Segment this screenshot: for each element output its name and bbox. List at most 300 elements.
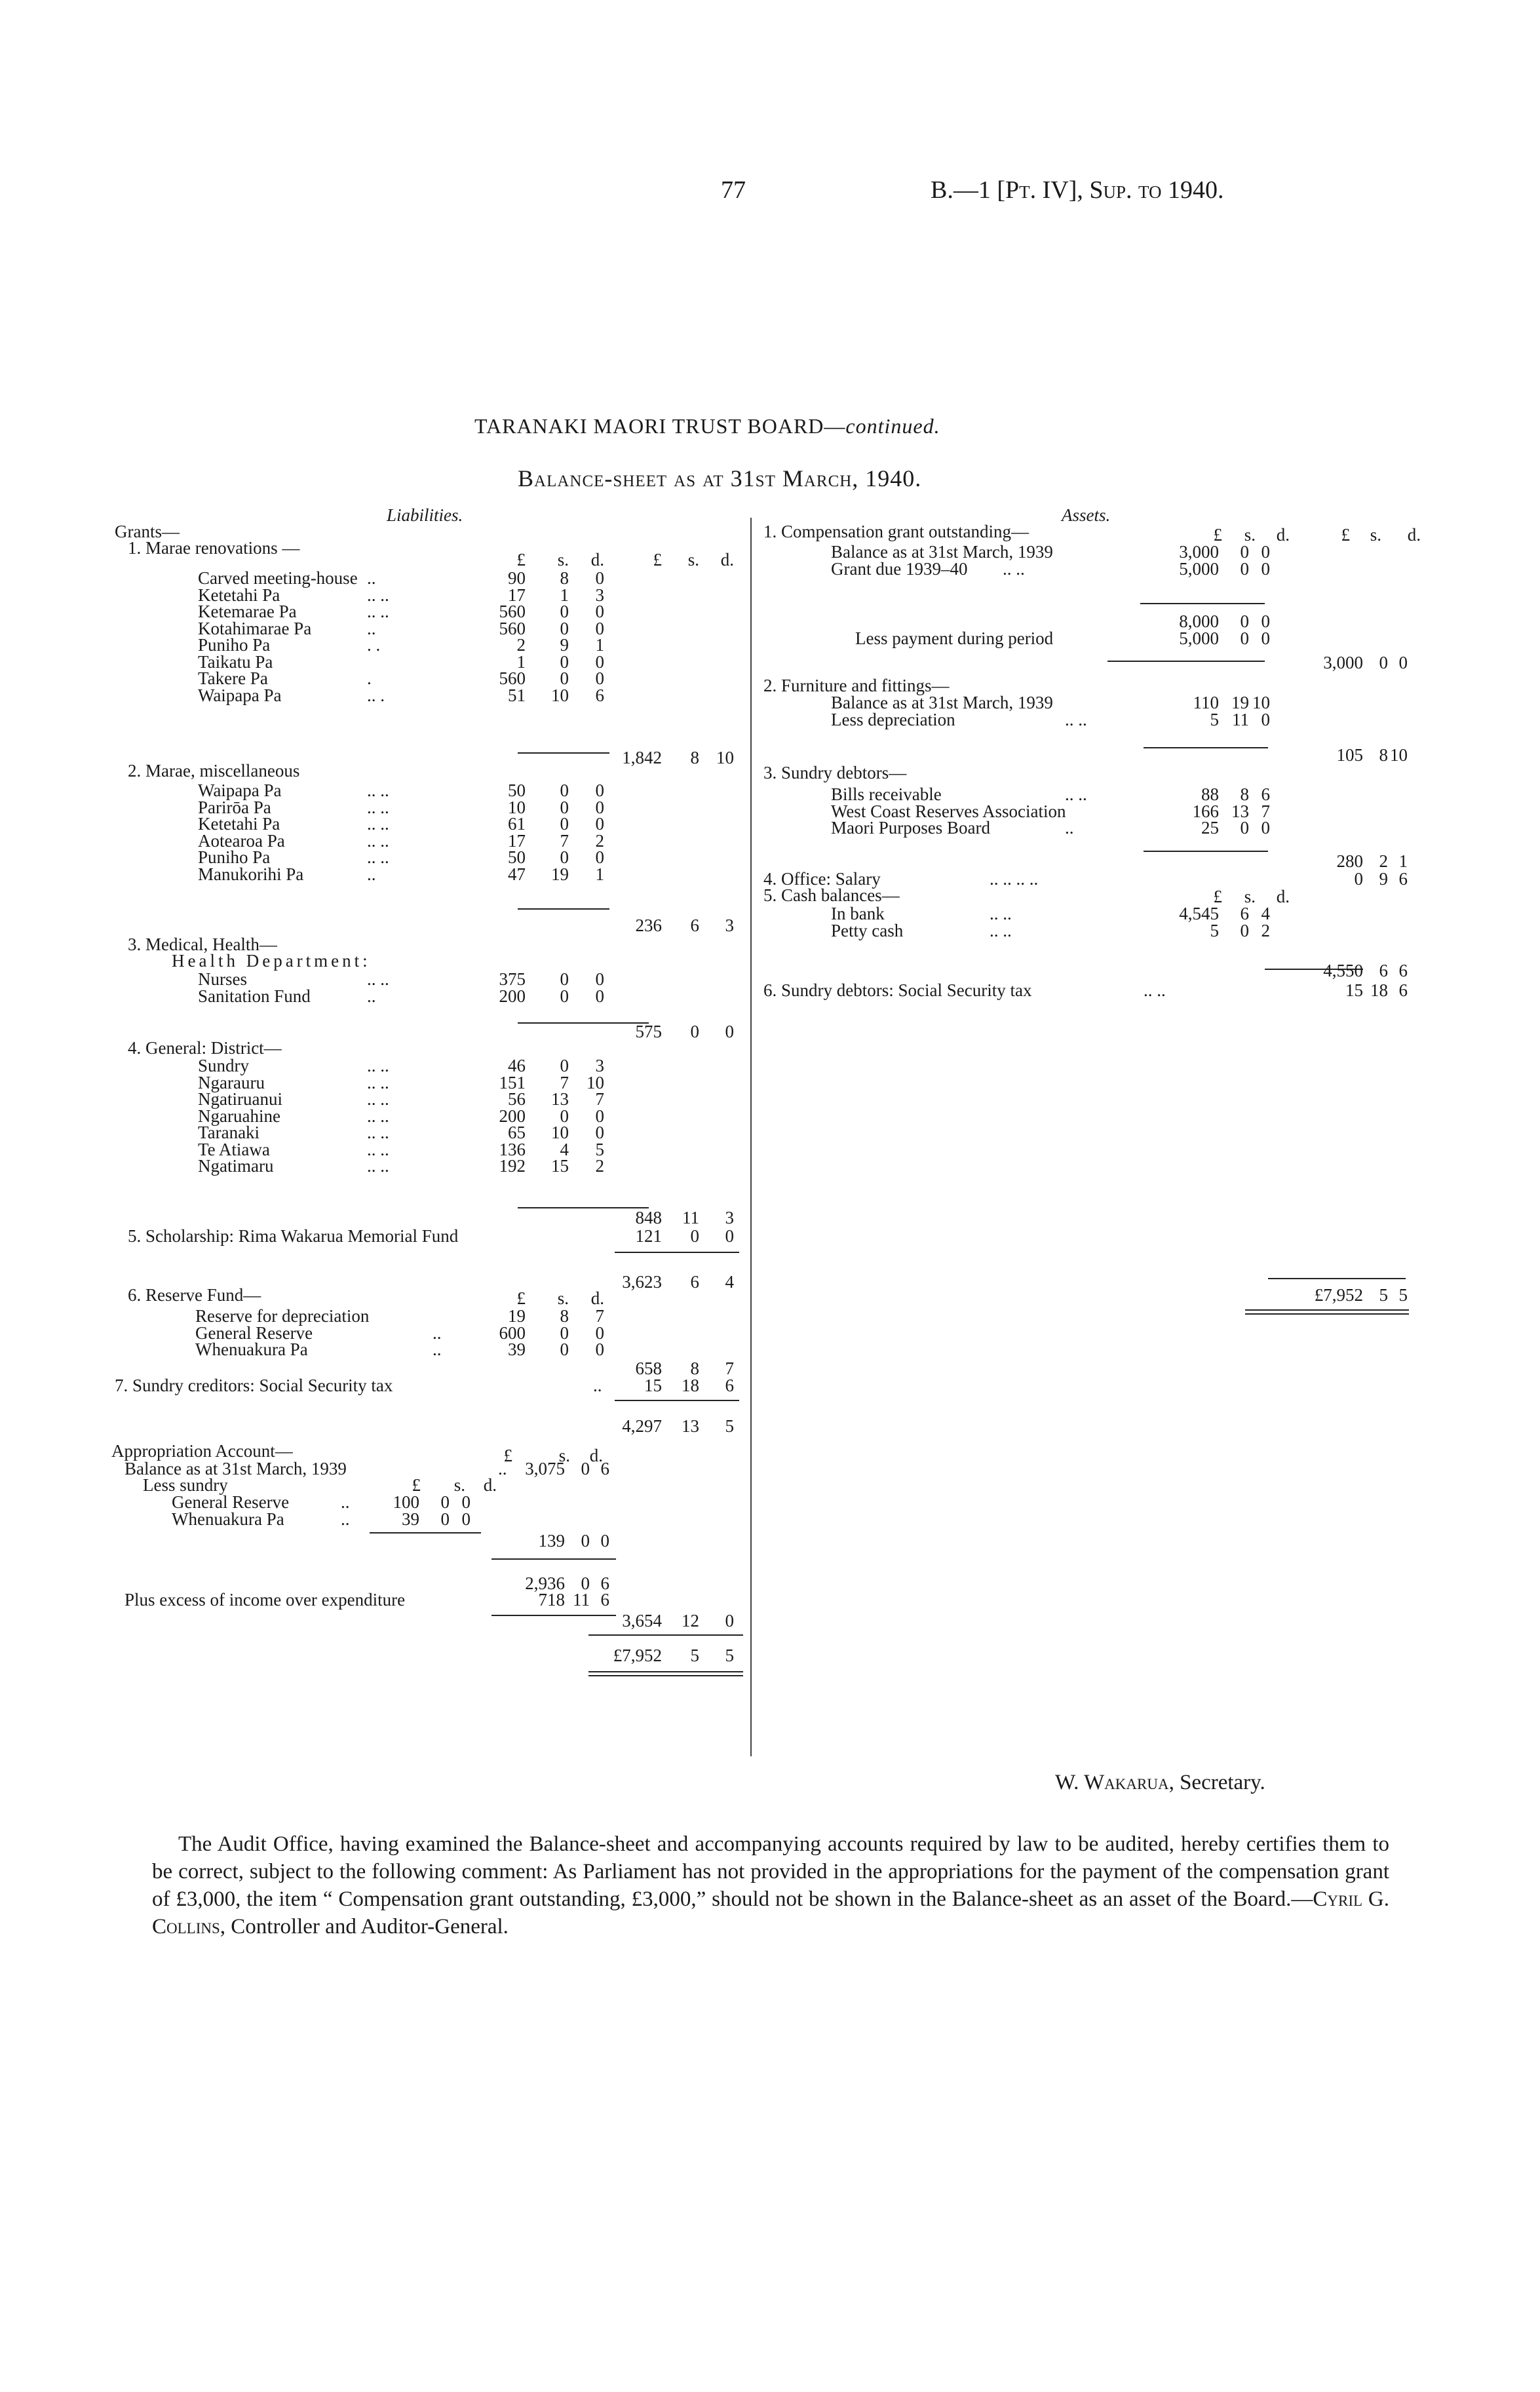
appropriation-total-pounds: 3,654	[622, 1611, 662, 1630]
line-item-pence: 7	[595, 1306, 604, 1326]
leader-dots: ..	[433, 1340, 442, 1359]
line-item-pounds: 61	[508, 814, 526, 834]
line-item-name: Takere Pa	[198, 668, 268, 688]
line-item-name: Parirōa Pa	[198, 797, 271, 817]
line-item-shillings: 0	[560, 986, 569, 1006]
line-item-pounds: 5	[1210, 709, 1219, 729]
total-rule	[588, 1634, 743, 1636]
total-rule	[491, 1558, 616, 1560]
total-rule	[1144, 851, 1268, 852]
line-item-name: Sundry	[198, 1056, 250, 1075]
signature-role: , Secretary.	[1168, 1771, 1265, 1794]
leader-dots: ..	[498, 1459, 507, 1478]
line-item-pence: 4	[1261, 904, 1270, 923]
total-rule	[518, 908, 609, 910]
balance-pounds: 3,075	[525, 1459, 565, 1478]
section-total-shillings: 8	[1379, 745, 1388, 765]
section-total-shillings: 0	[1379, 653, 1388, 672]
line-item-shillings: 10	[551, 685, 569, 705]
line-item-shillings: 19	[551, 864, 569, 884]
line-item-pounds: 47	[508, 864, 526, 884]
line-item-pence: 0	[595, 1106, 604, 1126]
line-item-name: Balance as at 31st March, 1939	[831, 693, 1053, 712]
line-item-name: Taikatu Pa	[198, 651, 273, 672]
office-salary-shillings: 9	[1379, 869, 1388, 889]
line-item-shillings: 6	[1240, 904, 1249, 923]
col-head-shillings: s.	[453, 1475, 465, 1495]
line-item-pence: 3	[595, 585, 604, 605]
col-head-pence-outer: d.	[720, 550, 734, 569]
line-item-shillings: 0	[560, 1106, 569, 1126]
line-item-shillings: 0	[560, 1340, 569, 1359]
line-item-shillings: 0	[560, 1056, 569, 1075]
line-item-pounds: 50	[508, 781, 526, 800]
total-rule	[1140, 603, 1265, 604]
line-item-shillings: 0	[560, 781, 569, 800]
less-total-pence: 0	[600, 1531, 609, 1551]
line-item-name: Grant due 1939–40	[831, 558, 968, 579]
appropriation-total-shillings: 12	[682, 1611, 699, 1630]
section-label: 6. Sundry debtors: Social Security tax	[763, 980, 1032, 1000]
line-item-shillings: 8	[1240, 784, 1249, 804]
leader-dots: .. ..	[367, 585, 389, 605]
excess-pounds: 718	[538, 1590, 565, 1610]
compensation-sum-shillings: 0	[1240, 611, 1249, 631]
line-item-pounds: 1	[516, 651, 526, 672]
col-head-pound: £	[1213, 887, 1222, 906]
line-item-name: Puniho Pa	[198, 847, 271, 867]
column-divider	[750, 518, 752, 1756]
leader-dots: ..	[341, 1509, 350, 1529]
section-label: Appropriation Account—	[111, 1441, 293, 1461]
leader-dots: ..	[367, 568, 376, 588]
line-item-pounds: 39	[402, 1509, 419, 1529]
line-item-name: Whenuakura Pa	[195, 1340, 308, 1359]
col-head-pence: d.	[483, 1475, 497, 1495]
ss-tax-shillings: 18	[1370, 980, 1388, 1000]
leader-dots: .. ..	[367, 781, 389, 800]
col-head-pence: d.	[590, 1288, 604, 1308]
section-label: 4. Office: Salary	[763, 869, 881, 889]
total-rule	[615, 1252, 739, 1253]
line-item-name: Maori Purposes Board	[831, 818, 990, 838]
section-total-pounds: 4,550	[1323, 961, 1363, 980]
line-item-name: Puniho Pa	[198, 635, 271, 655]
document-subtitle: Balance-sheet as at 31st March, 1940.	[518, 465, 922, 492]
col-head-shillings: s.	[1244, 887, 1256, 906]
leader-dots: .. ..	[367, 1156, 389, 1176]
line-item-pence: 2	[1261, 920, 1270, 940]
line-item-pence: 1	[595, 635, 604, 655]
line-item-pounds: 560	[499, 602, 526, 621]
col-head-pence: d.	[589, 1446, 603, 1465]
leader-dots: .. ..	[367, 969, 389, 989]
assets-heading: Assets.	[1062, 505, 1111, 525]
line-item-pence: 0	[595, 602, 604, 621]
section-label: 4. General: District—	[128, 1038, 282, 1058]
line-item-name: Ketetahi Pa	[198, 585, 280, 605]
grand-total-shillings: 5	[690, 1646, 699, 1665]
section-sublabel: Health Department:	[172, 951, 371, 971]
col-head-pound: £	[516, 550, 526, 569]
section-total-shillings: 8	[690, 748, 699, 767]
line-item-pounds: 25	[1201, 818, 1219, 838]
col-head-pound-outer: £	[1341, 525, 1350, 545]
line-item-name: Ngaruahine	[198, 1106, 280, 1126]
audit-text: The Audit Office, having examined the Balance-sheet and accompanying accounts required by law to be audited, hereby certifies them to be correct, subject to the following comment: As Parliament has not provided in the appropriations for the payment of the compensation grant of £3,000, the item “ Compensation grant outstanding, £3,000,” should not be shown in the Balance-sheet as an asset of the Board.—	[152, 1832, 1389, 1911]
line-item-pence: 10	[1252, 693, 1270, 712]
line-item-name: Manukorihi Pa	[198, 864, 304, 884]
section-label: 1. Marae renovations —	[128, 538, 300, 558]
section-label: 1. Compensation grant outstanding—	[763, 522, 1029, 541]
scholarship-pence: 0	[725, 1226, 734, 1246]
leader-dots: .. ..	[367, 1139, 389, 1159]
line-item-pounds: 65	[508, 1123, 526, 1142]
document-title	[474, 413, 940, 439]
leader-dots: .. ..	[990, 904, 1012, 923]
line-item-name: Sanitation Fund	[198, 986, 311, 1006]
office-salary-pence: 6	[1398, 869, 1408, 889]
line-item-name: Ngatiruanui	[198, 1089, 282, 1109]
line-item-pence: 7	[1261, 801, 1270, 821]
line-item-pence: 0	[595, 814, 604, 834]
line-item-name: In bank	[831, 904, 885, 923]
less-total-shillings: 0	[581, 1531, 590, 1551]
audit-statement	[152, 1830, 1389, 1940]
leader-dots: ..	[433, 1322, 442, 1343]
leader-dots: .. .	[367, 685, 385, 705]
line-item-name: Waipapa Pa	[198, 685, 282, 705]
line-item-pence: 0	[1261, 818, 1270, 838]
line-item-name: Whenuakura Pa	[172, 1509, 284, 1529]
leader-dots: .. ..	[367, 602, 389, 621]
line-item-shillings: 0	[560, 814, 569, 834]
line-item-pence: 5	[595, 1139, 604, 1159]
line-item-pence: 0	[595, 969, 604, 989]
total-rule	[1144, 747, 1268, 748]
leader-dots: .. .. .. ..	[990, 869, 1039, 889]
line-item-pence: 0	[461, 1492, 471, 1512]
double-rule	[588, 1675, 743, 1676]
section-total-shillings: 6	[1379, 961, 1388, 980]
double-rule	[588, 1671, 743, 1672]
col-head-pound: £	[1213, 525, 1222, 545]
line-item-pounds: 560	[499, 618, 526, 638]
line-item-shillings: 11	[1232, 709, 1249, 729]
leader-dots: ..	[367, 864, 376, 884]
sundry-creditors-shillings: 18	[682, 1376, 699, 1395]
line-item-name: Carved meeting-house	[198, 568, 358, 588]
line-item-name: Ketemarae Pa	[198, 602, 297, 621]
line-item-pence: 0	[595, 1322, 604, 1343]
line-item-name: Ketetahi Pa	[198, 814, 280, 834]
office-salary-pounds: 0	[1354, 869, 1363, 889]
line-item-pounds: 50	[508, 847, 526, 867]
excess-pence: 6	[600, 1590, 609, 1610]
line-item-shillings: 0	[440, 1509, 450, 1529]
line-item-shillings: 15	[551, 1156, 569, 1176]
line-item-shillings: 8	[560, 568, 569, 588]
appropriation-total-pence: 0	[725, 1611, 734, 1630]
line-item-pounds: 88	[1201, 784, 1219, 804]
compensation-less-pence: 0	[1261, 628, 1270, 648]
line-item-pounds: 90	[508, 568, 526, 588]
col-head-pound: £	[503, 1446, 512, 1465]
line-item-pounds: 17	[508, 585, 526, 605]
grants-total-pounds: 3,623	[622, 1272, 662, 1292]
line-item-pounds: 200	[499, 986, 526, 1006]
col-head-shillings-outer: s.	[687, 550, 699, 569]
grand-total-pounds: £7,952	[1314, 1285, 1363, 1305]
line-item-pence: 2	[595, 1156, 604, 1176]
line-item-shillings: 7	[560, 1072, 569, 1092]
section-total-pounds: 236	[635, 916, 662, 935]
line-item-shillings: 13	[1231, 801, 1249, 821]
line-item-pence: 0	[595, 668, 604, 688]
col-head-shillings: s.	[557, 1288, 569, 1308]
line-item-name: West Coast Reserves Association	[831, 801, 1066, 821]
line-item-pounds: 100	[393, 1492, 419, 1512]
section-total-pence: 10	[1390, 745, 1408, 765]
line-item-shillings: 0	[560, 797, 569, 817]
line-item-pounds: 192	[499, 1156, 526, 1176]
net-balance-shillings: 0	[581, 1573, 590, 1593]
line-item-pence: 0	[595, 986, 604, 1006]
line-item-shillings: 0	[1240, 558, 1249, 579]
line-item-pounds: 17	[508, 830, 526, 851]
total-rule	[1268, 1278, 1406, 1279]
less-label: Less payment during period	[855, 628, 1054, 648]
subtotal-shillings: 13	[682, 1416, 699, 1436]
less-total-pounds: 139	[538, 1531, 565, 1551]
line-item-pounds: 56	[508, 1089, 526, 1109]
line-item-shillings: 4	[560, 1139, 569, 1159]
line-item-name: Less depreciation	[831, 709, 955, 729]
line-item-shillings: 9	[560, 635, 569, 655]
line-item-shillings: 10	[551, 1123, 569, 1142]
ss-tax-pounds: 15	[1345, 980, 1363, 1000]
line-item-pence: 3	[595, 1056, 604, 1075]
liabilities-heading: Liabilities.	[387, 505, 463, 525]
line-item-pounds: 560	[499, 668, 526, 688]
double-rule	[1245, 1309, 1409, 1311]
line-item-pounds: 110	[1193, 693, 1219, 712]
line-item-pence: 0	[595, 781, 604, 800]
col-head-pence-outer: d.	[1407, 525, 1421, 545]
line-item-pounds: 375	[499, 969, 526, 989]
line-item-pence: 0	[595, 1340, 604, 1359]
line-item-name: Te Atiawa	[198, 1139, 270, 1159]
line-item-pence: 0	[595, 1123, 604, 1142]
leader-dots: .. ..	[367, 814, 389, 834]
line-item-shillings: 0	[1240, 818, 1249, 838]
leader-dots: .. ..	[990, 920, 1012, 940]
net-balance-pence: 6	[600, 1573, 609, 1593]
subtotal-pounds: 4,297	[622, 1416, 662, 1436]
total-rule	[370, 1532, 481, 1534]
line-item-shillings: 0	[560, 651, 569, 672]
auditor-name: Cyril G. Collins	[152, 1887, 1389, 1939]
col-head-pound-outer: £	[653, 550, 662, 569]
section-total-shillings: 11	[682, 1208, 699, 1227]
line-item-pence: 0	[461, 1509, 471, 1529]
balance-label: Balance as at 31st March, 1939	[125, 1459, 347, 1478]
section-total-pence: 7	[725, 1359, 734, 1378]
grants-total-pence: 4	[725, 1272, 734, 1292]
line-item-shillings: 0	[1240, 920, 1249, 940]
section-total-pence: 1	[1398, 851, 1408, 871]
line-item-name: Aotearoa Pa	[198, 830, 285, 851]
grand-total-pence: 5	[725, 1646, 734, 1665]
leader-dots: ..	[1065, 818, 1074, 838]
leader-dots: .. ..	[367, 830, 389, 851]
line-item-name: General Reserve	[172, 1492, 290, 1512]
section-total-pounds: 3,000	[1323, 653, 1363, 672]
leader-dots: .. ..	[1065, 709, 1087, 729]
line-item-pounds: 200	[499, 1106, 526, 1126]
line-item-pounds: 2	[516, 635, 526, 655]
section-total-pounds: 105	[1336, 745, 1363, 765]
section-total-shillings: 0	[690, 1022, 699, 1041]
sundry-creditors-pence: 6	[725, 1376, 734, 1395]
line-item-shillings: 1	[560, 585, 569, 605]
leader-dots: .. ..	[367, 847, 389, 867]
excess-shillings: 11	[573, 1590, 590, 1610]
compensation-less-shillings: 0	[1240, 628, 1249, 648]
line-item-name: Balance as at 31st March, 1939	[831, 542, 1053, 562]
line-item-pounds: 136	[499, 1139, 526, 1159]
line-item-pence: 6	[1261, 784, 1270, 804]
section-total-pence: 3	[725, 1208, 734, 1227]
line-item-pence: 7	[595, 1089, 604, 1109]
line-item-shillings: 0	[440, 1492, 450, 1512]
line-item-pence: 10	[587, 1072, 604, 1092]
line-item-shillings: 19	[1231, 693, 1249, 712]
line-item-pounds: 4,545	[1179, 904, 1219, 923]
total-rule	[1107, 661, 1265, 662]
line-item-name: General Reserve	[195, 1322, 313, 1343]
col-head-pence: d.	[1276, 887, 1290, 906]
section-label: 6. Reserve Fund—	[128, 1285, 261, 1305]
leader-dots: .. ..	[367, 797, 389, 817]
line-item-shillings: 8	[560, 1306, 569, 1326]
grants-total-shillings: 6	[690, 1272, 699, 1292]
leader-dots: ..	[593, 1376, 602, 1395]
leader-dots: .. ..	[367, 1123, 389, 1142]
section-total-pounds: 280	[1336, 851, 1363, 871]
line-item-name: Waipapa Pa	[198, 781, 282, 800]
line-item-pounds: 5,000	[1179, 558, 1219, 579]
section-total-pence: 3	[725, 916, 734, 935]
balance-shillings: 0	[581, 1459, 590, 1478]
leader-dots: .. ..	[1003, 558, 1025, 579]
line-item-pounds: 166	[1192, 801, 1219, 821]
grand-total-shillings: 5	[1379, 1285, 1388, 1305]
col-head-pence: d.	[590, 550, 604, 569]
line-item-pence: 2	[595, 830, 604, 851]
title-continued: continued.	[845, 414, 940, 438]
section-label: 2. Furniture and fittings—	[763, 676, 950, 695]
col-head-shillings: s.	[558, 1446, 570, 1465]
section-label: 3. Sundry debtors—	[763, 763, 907, 782]
less-label: Less sundry	[143, 1475, 228, 1495]
line-item-pence: 0	[595, 651, 604, 672]
leader-dots: ..	[367, 618, 376, 638]
col-head-shillings: s.	[1244, 525, 1256, 545]
section-total-pounds: 658	[635, 1359, 662, 1378]
line-item-pence: 0	[595, 568, 604, 588]
leader-dots: .. ..	[367, 1056, 389, 1075]
net-balance-pounds: 2,936	[525, 1573, 565, 1593]
signature	[1055, 1769, 1265, 1796]
section-total-pence: 10	[716, 748, 734, 767]
grants-label: Grants—	[115, 522, 180, 541]
leader-dots: ..	[341, 1492, 350, 1512]
col-head-shillings-outer: s.	[1370, 525, 1381, 545]
leader-dots: .. ..	[367, 1089, 389, 1109]
section-total-pounds: 848	[635, 1208, 662, 1227]
col-head-pound: £	[412, 1475, 421, 1495]
line-item-shillings: 0	[560, 618, 569, 638]
line-item-pounds: 19	[508, 1306, 526, 1326]
section-total-pounds: 575	[635, 1022, 662, 1041]
line-item-shillings: 0	[560, 1322, 569, 1343]
excess-label: Plus excess of income over expenditure	[125, 1590, 406, 1610]
line-item-name: Taranaki	[198, 1123, 260, 1142]
balance-pence: 6	[600, 1459, 609, 1478]
section-label: 5. Cash balances—	[763, 885, 900, 905]
double-rule	[1245, 1313, 1409, 1315]
page-number: 77	[721, 176, 746, 204]
section-label: 7. Sundry creditors: Social Security tax	[115, 1376, 393, 1395]
line-item-name: Kotahimarae Pa	[198, 618, 312, 638]
line-item-pence: 6	[595, 685, 604, 705]
line-item-pounds: 10	[508, 797, 526, 817]
leader-dots: .. ..	[367, 1072, 389, 1092]
line-item-pounds: 3,000	[1179, 542, 1219, 562]
col-head-pound: £	[516, 1288, 526, 1308]
section-label: 2. Marae, miscellaneous	[128, 761, 300, 781]
line-item-shillings: 13	[551, 1089, 569, 1109]
col-head-shillings: s.	[557, 550, 569, 569]
compensation-sum-pence: 0	[1261, 611, 1270, 631]
compensation-sum-pounds: 8,000	[1179, 611, 1219, 631]
total-rule	[615, 1400, 739, 1401]
ss-tax-pence: 6	[1398, 980, 1408, 1000]
scholarship-shillings: 0	[690, 1226, 699, 1246]
line-item-pounds: 600	[499, 1322, 526, 1343]
line-item-shillings: 0	[560, 602, 569, 621]
section-label: 3. Medical, Health—	[128, 935, 277, 954]
section-total-shillings: 6	[690, 916, 699, 935]
line-item-shillings: 0	[1240, 542, 1249, 562]
line-item-shillings: 0	[560, 668, 569, 688]
section-total-pence: 0	[725, 1022, 734, 1041]
line-item-pence: 0	[1261, 558, 1270, 579]
line-item-name: Bills receivable	[831, 784, 942, 804]
line-item-name: Petty cash	[831, 920, 904, 940]
line-item-pence: 0	[595, 847, 604, 867]
section-total-pence: 0	[1398, 653, 1408, 672]
title-text: TARANAKI MAORI TRUST BOARD—	[474, 414, 846, 438]
sundry-creditors-pounds: 15	[644, 1376, 662, 1395]
leader-dots: .. ..	[1065, 784, 1087, 804]
section-total-shillings: 8	[690, 1359, 699, 1378]
line-item-pence: 0	[1261, 542, 1270, 562]
line-item-name: Ngatimaru	[198, 1156, 274, 1176]
document-reference: B.—1 [Pt. IV], Sup. to 1940.	[931, 176, 1224, 204]
line-item-pence: 1	[595, 864, 604, 884]
